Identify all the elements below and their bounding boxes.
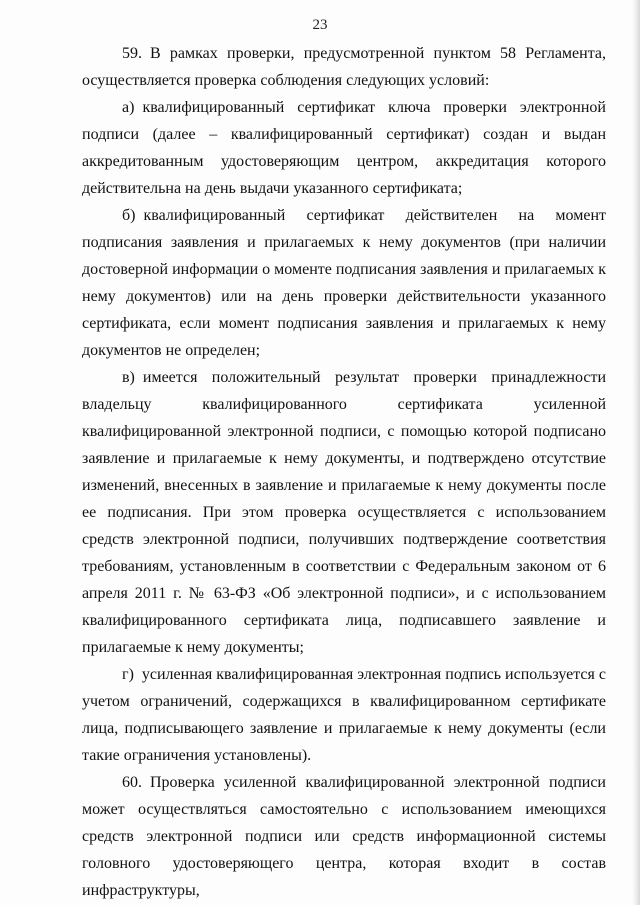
subparagraph-letter: г) <box>122 666 134 683</box>
paragraph-60 <box>82 769 606 904</box>
subparagraph-letter: а) <box>122 99 135 116</box>
paragraph-number: 60. <box>122 774 142 791</box>
subparagraph-text: квалифицированный сертификат действителен на момент подписания заявления и прилагаемых к нему документов (при наличии достоверной информации о моменте подписания заявления и прилагаемых к нему документов) или на день проверки действительности указанного сертификата, если момент подписания заявления и прилагаемых к нему документов не определен; <box>82 207 606 359</box>
document-body <box>82 40 606 904</box>
paragraph-text: В рамках проверки, предусмотренной пунктом 58 Регламента, осуществляется проверка соблюдения следующих условий: <box>82 45 606 89</box>
subparagraph-text: имеется положительный результат проверки принадлежности владельцу квалифицированного сертификата усиленной квалифицированной электронной подписи, с помощью которой подписано заявление и прилагаемые к нему документы, и подтверждено отсутствие изменений, внесенных в заявление и прилагаемые к нему документы после ее подписания. При этом проверка осуществляется с использованием средств электронной подписи, получивших подтверждение соответствия требованиям, установленным в соответствии с Федеральным законом от 6 апреля 2011 г. № 63-ФЗ «Об электронной подписи», и с использованием квалифицированного сертификата лица, подписавшего заявление и прилагаемые к нему документы; <box>82 369 606 656</box>
subparagraph-a <box>82 94 606 202</box>
subparagraph-text: усиленная квалифицированная электронная подпись используется с учетом ограничений, содержащихся в квалифицированном сертификате лица, подписывающего заявление и прилагаемые к нему документы (если такие ограничения установлены). <box>82 666 606 764</box>
paragraph-text: Проверка усиленной квалифицированной электронной подписи может осуществляться самостоятельно с использованием имеющихся средств электронной подписи или средств информационной системы головного удостоверяющего центра, которая входит в состав инфраструктуры, <box>82 774 606 899</box>
subparagraph-letter: в) <box>122 369 135 386</box>
page-number: 23 <box>312 17 328 33</box>
paragraph-59 <box>82 40 606 94</box>
subparagraph-b <box>82 202 606 364</box>
subparagraph-letter: б) <box>122 207 136 224</box>
subparagraph-g <box>82 661 606 769</box>
paragraph-number: 59. <box>122 45 142 62</box>
scan-edge-shadow <box>632 0 640 905</box>
subparagraph-text: квалифицированный сертификат ключа проверки электронной подписи (далее – квалифицированный сертификат) создан и выдан аккредитованным удостоверяющим центром, аккредитация которого действительна на день выдачи указанного сертификата; <box>82 99 606 197</box>
subparagraph-v <box>82 364 606 661</box>
